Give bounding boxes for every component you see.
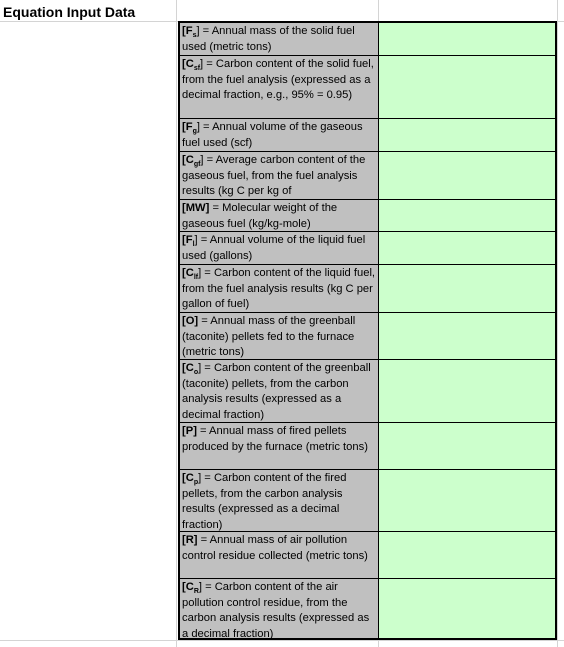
row-label[interactable]: $[F_s]$ = Annual mass of the solid fuel used (metric tons) [180, 23, 379, 56]
sheet-title: Equation Input Data [3, 4, 136, 20]
value-input-cell[interactable] [379, 200, 555, 232]
row-label[interactable]: $[C_R]$ = Carbon content of the air pollution control residue, from the carbon analysis results (expressed as a decimal fraction) [180, 579, 379, 638]
value-input-cell[interactable] [379, 265, 555, 313]
table-row [180, 152, 555, 200]
value-input-cell[interactable] [379, 313, 555, 360]
gridline [176, 0, 177, 647]
value-input-cell[interactable] [379, 152, 555, 200]
table-row [180, 265, 555, 313]
row-label[interactable]: $[C_p]$ = Carbon content of the fired pellets, from the carbon analysis results (expressed as a decimal fraction) [180, 470, 379, 532]
value-input-cell[interactable] [379, 119, 555, 152]
row-label[interactable]: [MW] = Molecular weight of the gaseous fuel (kg/kg-mole) [180, 200, 379, 232]
value-input-cell[interactable] [379, 579, 555, 638]
gridline [0, 640, 564, 641]
row-label[interactable]: [P] = Annual mass of fired pellets produced by the furnace (metric tons) [180, 423, 379, 470]
row-label[interactable]: $[C_{lf}]$ = Carbon content of the liquid fuel, from the fuel analysis results (kg C per gallon of fuel) [180, 265, 379, 313]
row-label[interactable]: $[F_g]$ = Annual volume of the gaseous fuel used (scf) [180, 119, 379, 152]
row-label[interactable]: [R] = Annual mass of air pollution control residue collected (metric tons) [180, 532, 379, 579]
value-input-cell[interactable] [379, 232, 555, 265]
value-input-cell[interactable] [379, 423, 555, 470]
row-label[interactable]: [O] = Annual mass of the greenball (taconite) pellets fed to the furnace (metric tons) [180, 313, 379, 360]
table-row [180, 532, 555, 579]
value-input-cell[interactable] [379, 23, 555, 56]
gridline [557, 0, 558, 647]
table-row [180, 313, 555, 360]
equation-input-table [178, 21, 557, 640]
table-row [180, 232, 555, 265]
row-label[interactable]: $[C_{gf}]$ = Average carbon content of the gaseous fuel, from the fuel analysis results (kg C per kg of [180, 152, 379, 200]
value-input-cell[interactable] [379, 56, 555, 119]
row-label[interactable]: $[F_l]$ = Annual volume of the liquid fuel used (gallons) [180, 232, 379, 265]
table-row [180, 200, 555, 232]
value-input-cell[interactable] [379, 360, 555, 423]
row-label[interactable]: $[C_{sf}]$ = Carbon content of the solid fuel, from the fuel analysis (expressed as a decimal fraction, e.g., 95% = 0.95) [180, 56, 379, 119]
table-row [180, 23, 555, 56]
table-row [180, 579, 555, 638]
table-row [180, 423, 555, 470]
value-input-cell[interactable] [379, 470, 555, 532]
table-row [180, 119, 555, 152]
value-input-cell[interactable] [379, 532, 555, 579]
table-row [180, 470, 555, 532]
table-row [180, 360, 555, 423]
table-row [180, 56, 555, 119]
row-label[interactable]: $[C_o]$ = Carbon content of the greenball (taconite) pellets, from the carbon analysis results (expressed as a decimal fraction) [180, 360, 379, 423]
